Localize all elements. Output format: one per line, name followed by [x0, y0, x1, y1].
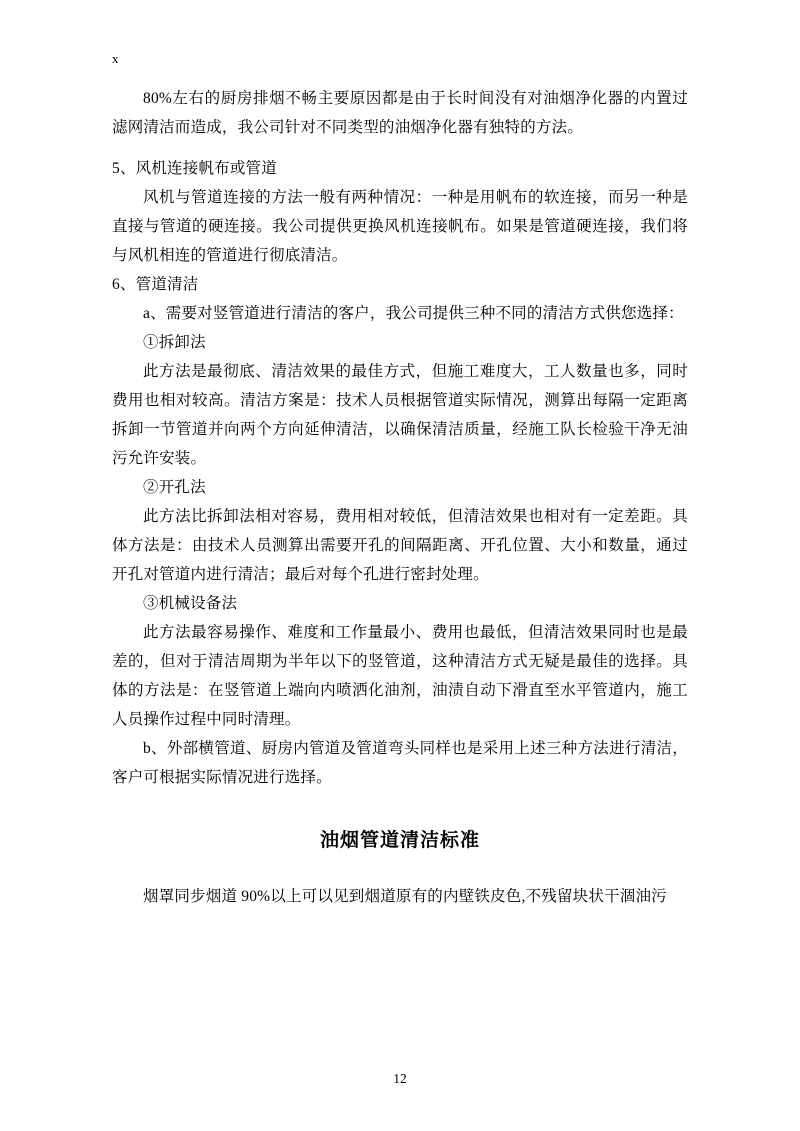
paragraph-method-3: 此方法最容易操作、难度和工作量最小、费用也最低，但清洁效果同时也是最差的，但对于清洁周期为半年以下的竖管道，这种清洁方式无疑是最佳的选择。具体的方法是：在竖管道上端向内喷洒化油剂，油渍自动下滑直至水平管道内，施工人员操作过程中同时清理。 [112, 624, 688, 728]
subheading-method-1: ①拆卸法 [143, 334, 206, 351]
subheading-method-3: ③机械设备法 [143, 595, 238, 612]
subheading-method-2: ②开孔法 [143, 479, 206, 496]
spacer [112, 142, 688, 154]
top-marker: x [112, 51, 119, 66]
paragraph-item-5: 风机与管道连接的方法一般有两种情况：一种是用帆布的软连接，而另一种是直接与管道的硬连接。我公司提供更换风机连接帆布。如果是管道硬连接，我们将与风机相连的管道进行彻底清洁。 [112, 189, 688, 264]
heading-item-5: 5、风机连接帆布或管道 [112, 160, 277, 177]
heading-item-6: 6、管道清洁 [112, 276, 199, 293]
paragraph-intro: 80%左右的厨房排烟不畅主要原因都是由于长时间没有对油烟净化器的内置过滤网清洁而造成，我公司针对不同类型的油烟净化器有独特的方法。 [112, 90, 688, 136]
paragraph-method-2: 此方法比拆卸法相对容易，费用相对较低，但清洁效果也相对有一定差距。具体方法是：由技术人员测算出需要开孔的间隔距离、开孔位置、大小和数量，通过开孔对管道内进行清洁；最后对每个孔进行密封处理。 [112, 508, 688, 583]
page-number: 12 [393, 1071, 407, 1086]
section-title: 油烟管道清洁标准 [319, 830, 480, 851]
paragraph-item-6a: a、需要对竖管道进行清洁的客户，我公司提供三种不同的清洁方式供您选择： [143, 305, 684, 322]
paragraph-item-6b: b、外部横管道、厨房内管道及管道弯头同样也是采用上述三种方法进行清洁，客户可根据实际情况进行选择。 [112, 740, 688, 786]
paragraph-closing: 烟罩同步烟道 90%以上可以见到烟道原有的内壁铁皮色,不残留块状干涸油污 [143, 888, 667, 905]
spacer [112, 856, 688, 882]
paragraph-method-1: 此方法是最彻底、清洁效果的最佳方式，但施工难度大，工人数量也多，同时费用也相对较高。清洁方案是：技术人员根据管道实际情况，测算出每隔一定距离拆卸一节管道并向两个方向延伸清洁，以确保清洁质量，经施工队长检验干净无油污允许安装。 [112, 363, 688, 467]
